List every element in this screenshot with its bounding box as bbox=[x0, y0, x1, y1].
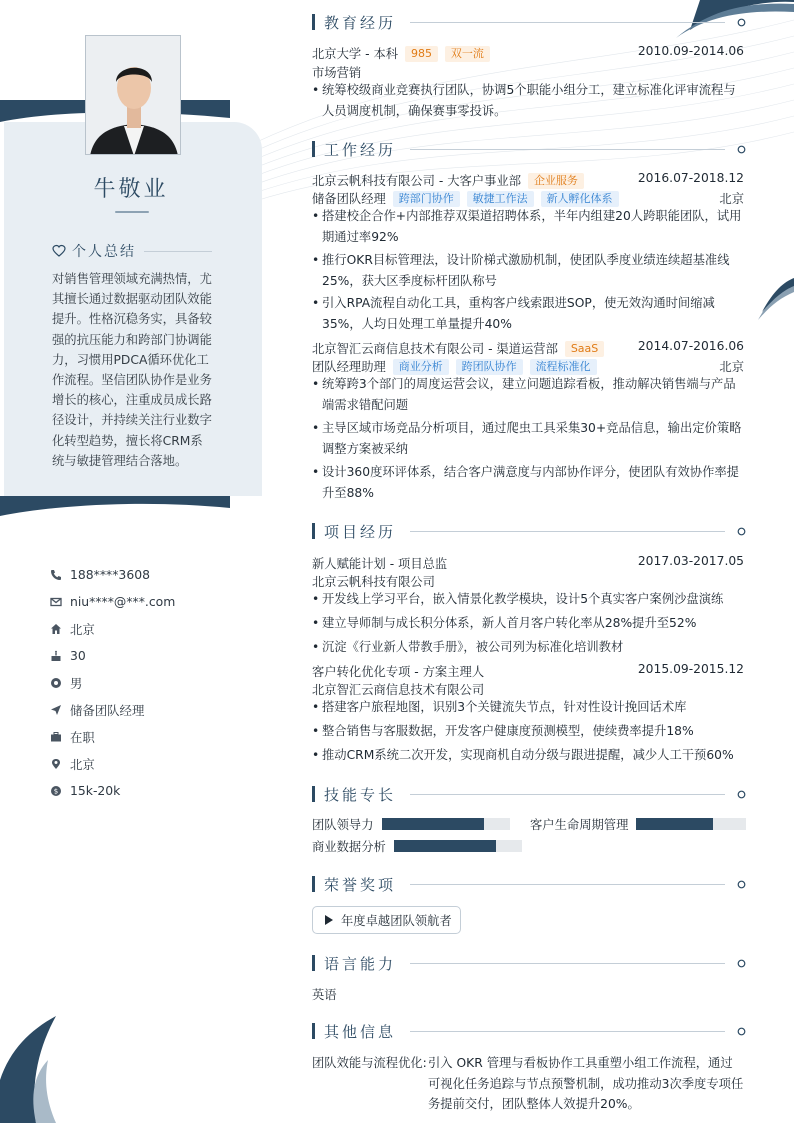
contact-text: 188****3608 bbox=[70, 567, 150, 582]
project-org: 北京智汇云商信息技术有限公司 bbox=[312, 683, 485, 697]
profile-photo bbox=[85, 35, 181, 155]
education-major: 市场营销 bbox=[312, 66, 362, 80]
job-role: 储备团队经理 bbox=[312, 192, 386, 206]
contact-text: 15k-20k bbox=[70, 783, 121, 798]
salary-icon bbox=[50, 785, 62, 797]
phone-icon bbox=[50, 569, 62, 581]
project-bullet: • 沉淀《行业新人带教手册》，被公司列为标准化培训教材 bbox=[312, 637, 744, 658]
work-date: 2016.07-2018.12 bbox=[637, 171, 744, 185]
mail-icon bbox=[50, 596, 62, 608]
skill-tag: 跨部门协作 bbox=[393, 191, 460, 207]
project-org: 北京云帆科技有限公司 bbox=[312, 575, 435, 589]
project-bullet: • 搭建客户旅程地图，识别3个关键流失节点，针对性设计挽回话术库 bbox=[312, 697, 744, 718]
project-bullet: • 开发线上学习平台，嵌入情景化教学模块，设计5个真实客户案例沙盘演练 bbox=[312, 589, 744, 610]
contact-salary bbox=[50, 777, 250, 804]
candidate-name: 牛敬业 bbox=[93, 177, 169, 202]
divider bbox=[410, 1031, 725, 1032]
work-bullet: • 引入RPA流程自动化工具，重构客户线索跟进SOP，使无效沟通时间缩减35%，人均日处理工单量提升40% bbox=[312, 293, 744, 334]
other-label: 团队效能与流程优化: bbox=[312, 1056, 427, 1070]
contact-text: 在职 bbox=[70, 729, 95, 745]
play-triangle-icon bbox=[325, 915, 333, 925]
contact-list bbox=[50, 561, 250, 804]
skill-tag: 跨团队协作 bbox=[456, 359, 523, 375]
summary-text: 对销售管理领域充满热情，尤其擅长通过数据驱动团队效能提升。性格沉稳务实，具备较强的抗压能力和跨部门协调能力，习惯用PDCA循环优化工作流程。坚信团队协作是业务增长的核心，注重成员成长路径设计，并持续关注行业数字化转型趋势，擅长将CRM系统与敏捷管理结合落地。 bbox=[52, 272, 212, 468]
education-bullet: • 统筹校级商业竞赛执行团队，协调5个职能小组分工，建立标准化评审流程与人员调度机制，确保赛事零投诉。 bbox=[312, 80, 744, 121]
cake-icon bbox=[50, 650, 62, 662]
section-skills bbox=[312, 784, 746, 804]
contact-text: niu****@***.com bbox=[70, 594, 176, 609]
skill-bar-fill bbox=[636, 818, 713, 830]
section-bar bbox=[312, 1023, 315, 1039]
education-tag: 双一流 bbox=[445, 46, 490, 62]
contact-phone bbox=[50, 561, 250, 588]
work-bullet: • 设计360度环评体系，结合客户满意度与内部协作评分，使团队有效协作率提升至88% bbox=[312, 462, 744, 503]
contact-status bbox=[50, 723, 250, 750]
project-bullet: • 建立导师制与成长积分体系，新人首月客户转化率从28%提升至52% bbox=[312, 613, 744, 634]
skill-bar bbox=[636, 818, 746, 830]
summary-heading bbox=[52, 241, 212, 261]
other-text: 引入 OKR 管理与看板协作工具重塑小组工作流程，通过可视化任务追踪与节点预警机制，成功推动3次季度专项任务提前交付，团队整体人效提升20%。 bbox=[428, 1056, 744, 1111]
work-city: 北京 bbox=[719, 360, 744, 374]
work-bullet: • 推行OKR目标管理法，设计阶梯式激励机制，使团队季度业绩连续超基准线25%，获大区季度标杆团队称号 bbox=[312, 250, 744, 291]
industry-tag: SaaS bbox=[565, 341, 604, 357]
section-title: 项目经历 bbox=[324, 522, 397, 541]
skill-bar-fill bbox=[382, 818, 484, 830]
divider bbox=[144, 251, 212, 252]
work-date: 2014.07-2016.06 bbox=[637, 339, 744, 353]
circle-dot-icon bbox=[737, 527, 746, 536]
divider bbox=[410, 794, 725, 795]
school-name: 北京大学 - 本科 bbox=[312, 47, 399, 61]
skill-item bbox=[312, 839, 522, 853]
contact-text: 30 bbox=[70, 648, 86, 663]
award-badge bbox=[312, 906, 461, 934]
skill-bar bbox=[382, 818, 510, 830]
skill-name: 客户生命周期管理 bbox=[530, 818, 629, 832]
heart-icon bbox=[52, 244, 66, 258]
project-name: 客户转化优化专项 - 方案主理人 bbox=[312, 665, 485, 679]
work-role-row bbox=[312, 357, 744, 375]
work-header bbox=[312, 171, 744, 189]
contact-text: 北京 bbox=[70, 756, 95, 772]
divider bbox=[410, 149, 725, 150]
work-role-row bbox=[312, 189, 744, 207]
name-underline bbox=[115, 211, 149, 213]
contact-age bbox=[50, 642, 250, 669]
contact-email bbox=[50, 588, 250, 615]
briefcase-icon bbox=[50, 731, 62, 743]
language-item: 英语 bbox=[312, 988, 337, 1002]
location-pin-icon bbox=[50, 758, 62, 770]
svg-text:$: $ bbox=[53, 787, 59, 796]
company-name: 北京智汇云商信息技术有限公司 - 渠道运营部 bbox=[312, 342, 558, 356]
contact-text: 储备团队经理 bbox=[70, 702, 145, 718]
circle-dot-icon bbox=[737, 790, 746, 799]
skill-item bbox=[312, 817, 510, 831]
circle-dot-icon bbox=[737, 880, 746, 889]
education-tag: 985 bbox=[405, 46, 438, 62]
project-header bbox=[312, 662, 744, 680]
section-languages bbox=[312, 953, 746, 973]
send-icon bbox=[50, 704, 62, 716]
contact-text: 北京 bbox=[70, 621, 95, 637]
section-other bbox=[312, 1021, 746, 1041]
section-bar bbox=[312, 876, 315, 892]
divider bbox=[410, 531, 725, 532]
skill-tag: 敏捷工作法 bbox=[467, 191, 534, 207]
circle-dot-icon bbox=[737, 959, 746, 968]
gender-icon bbox=[50, 677, 62, 689]
contact-location bbox=[50, 750, 250, 777]
skill-bar bbox=[394, 840, 522, 852]
divider bbox=[410, 22, 725, 23]
contact-text: 男 bbox=[70, 675, 83, 691]
skill-name: 团队领导力 bbox=[312, 818, 374, 832]
project-bullet: • 推动CRM系统二次开发，实现商机自动分级与跟进提醒，减少人工干预60% bbox=[312, 745, 744, 766]
section-bar bbox=[312, 786, 315, 802]
circle-dot-icon bbox=[737, 18, 746, 27]
section-title: 荣誉奖项 bbox=[324, 875, 397, 894]
skill-tag: 流程标准化 bbox=[530, 359, 597, 375]
section-title: 其他信息 bbox=[324, 1022, 397, 1041]
project-bullet: • 整合销售与客服数据，开发客户健康度预测模型，使续费率提升18% bbox=[312, 721, 744, 742]
education-header bbox=[312, 44, 744, 62]
education-date: 2010.09-2014.06 bbox=[637, 44, 744, 58]
work-bullet: • 主导区域市场竞品分析项目，通过爬虫工具采集30+竞品信息，输出定价策略调整方案被采纳 bbox=[312, 418, 744, 459]
section-bar bbox=[312, 14, 315, 30]
section-projects bbox=[312, 521, 746, 541]
section-bar bbox=[312, 141, 315, 157]
work-bullet: • 统筹跨3个部门的周度运营会议，建立问题追踪看板，推动解决销售端与产品端需求错配问题 bbox=[312, 374, 744, 415]
section-title: 教育经历 bbox=[324, 13, 397, 32]
project-name: 新人赋能计划 - 项目总监 bbox=[312, 557, 448, 571]
section-work bbox=[312, 139, 746, 159]
skill-bar-fill bbox=[394, 840, 496, 852]
section-education bbox=[312, 12, 746, 32]
section-bar bbox=[312, 523, 315, 539]
circle-dot-icon bbox=[737, 1027, 746, 1036]
section-bar bbox=[312, 955, 315, 971]
company-name: 北京云帆科技有限公司 - 大客户事业部 bbox=[312, 174, 522, 188]
work-header bbox=[312, 339, 744, 357]
contact-gender bbox=[50, 669, 250, 696]
job-role: 团队经理助理 bbox=[312, 360, 386, 374]
skill-item bbox=[530, 817, 746, 831]
contact-target-role bbox=[50, 696, 250, 723]
divider bbox=[410, 963, 725, 964]
circle-dot-icon bbox=[737, 145, 746, 154]
summary-title: 个人总结 bbox=[72, 244, 136, 260]
home-icon bbox=[50, 623, 62, 635]
work-bullet: • 搭建校企合作+内部推荐双渠道招聘体系，半年内组建20人跨职能团队，试用期通过率92% bbox=[312, 206, 744, 247]
project-header bbox=[312, 554, 744, 572]
skill-name: 商业数据分析 bbox=[312, 840, 386, 854]
section-title: 技能专长 bbox=[324, 785, 397, 804]
divider bbox=[410, 884, 725, 885]
award-name: 年度卓越团队领航者 bbox=[341, 914, 452, 928]
skill-tag: 商业分析 bbox=[393, 359, 449, 375]
industry-tag: 企业服务 bbox=[528, 173, 584, 189]
section-title: 工作经历 bbox=[324, 140, 397, 159]
skill-tag: 新人孵化体系 bbox=[541, 191, 619, 207]
work-city: 北京 bbox=[719, 192, 744, 206]
section-title: 语言能力 bbox=[324, 954, 397, 973]
contact-home bbox=[50, 615, 250, 642]
project-date: 2017.03-2017.05 bbox=[637, 554, 744, 568]
section-honors bbox=[312, 874, 746, 894]
project-date: 2015.09-2015.12 bbox=[637, 662, 744, 676]
